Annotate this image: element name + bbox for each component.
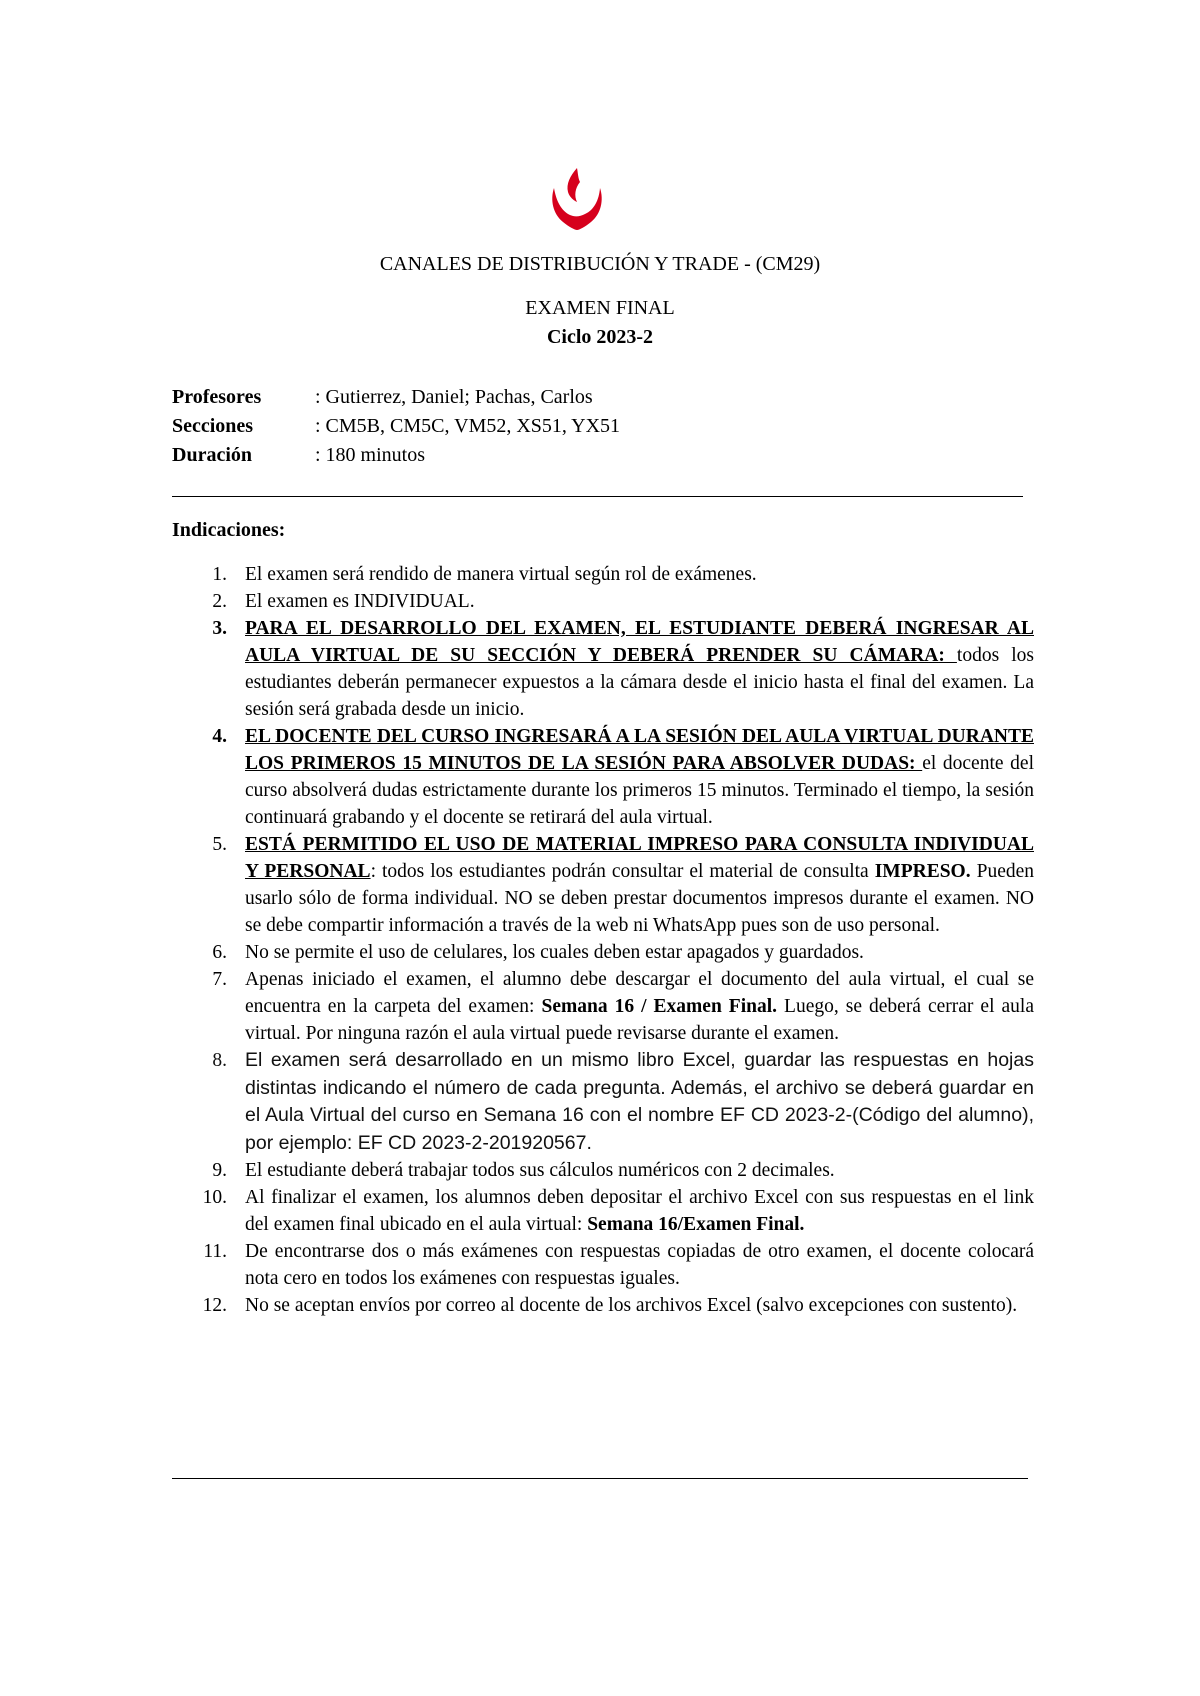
- sections-label: Secciones: [172, 415, 254, 437]
- instructions-heading: Indicaciones:: [172, 519, 286, 541]
- item-text: El estudiante deberá trabajar todos sus cálculos numéricos con 2 decimales.: [245, 1160, 835, 1181]
- professors-row: [172, 383, 620, 412]
- instruction-item: [172, 831, 1034, 939]
- item-text: : todos los estudiantes podrán consultar el material de consulta: [370, 861, 875, 882]
- item-number: 12.: [202, 1295, 227, 1316]
- instruction-item: [172, 939, 1034, 966]
- item-number: 5.: [212, 834, 227, 855]
- professors-label: Profesores: [172, 386, 262, 408]
- item-text: No se aceptan envíos por correo al docente de los archivos Excel (salvo excepciones con sustento).: [245, 1295, 1018, 1316]
- item-text: De encontrarse dos o más exámenes con respuestas copiadas de otro examen, el docente colocará nota cero en todos los exámenes con respuestas iguales.: [245, 1241, 1034, 1289]
- item-text: Pueden usarlo sólo de forma individual. NO se deben prestar documentos impresos durante el examen. NO se debe compartir información a través de la web ni WhatsApp pues son de uso personal.: [245, 861, 1035, 936]
- instruction-item: [172, 1184, 1034, 1238]
- divider: [172, 496, 1023, 497]
- instructions-list: [172, 561, 1034, 1319]
- item-number: 3.: [212, 618, 227, 639]
- instruction-item: [172, 561, 1034, 588]
- item-text: El examen será rendido de manera virtual según rol de exámenes.: [245, 564, 757, 585]
- item-text: Luego, se deberá cerrar el aula virtual. Por ninguna razón el aula virtual puede revisarse durante el examen.: [245, 996, 1034, 1044]
- duration-row: [172, 441, 620, 470]
- item-number: 4.: [212, 726, 227, 747]
- item-text: El examen es INDIVIDUAL.: [245, 591, 475, 612]
- item-text: El examen será desarrollado en un mismo libro Excel, guardar las respuestas en hojas distintas indicando el número de cada pregunta. Además, el archivo se deberá guardar en el Aula Virtual del curso en Semana 16 con el nombre EF CD 2023-2-(Código del alumno), por ejemplo: EF CD 2023-2-201920567.: [245, 1049, 1034, 1154]
- item-emphasis: EL DOCENTE DEL CURSO INGRESARÁ A LA SESIÓN DEL AULA VIRTUAL DURANTE LOS PRIMEROS 15 MINUTOS DE LA SESIÓN PARA ABSOLVER DUDAS:: [245, 726, 1034, 774]
- instruction-item: [172, 615, 1034, 723]
- upc-flame-logo-icon: [544, 166, 610, 232]
- item-number: 6.: [212, 942, 227, 963]
- duration-label: Duración: [172, 444, 252, 466]
- instruction-item: [172, 1292, 1034, 1319]
- exam-info: [172, 383, 620, 470]
- item-number: 1.: [212, 564, 227, 585]
- divider: [172, 1478, 1028, 1479]
- instruction-item: [172, 1047, 1034, 1157]
- exam-title: EXAMEN FINAL: [525, 297, 675, 319]
- instruction-item: [172, 1157, 1034, 1184]
- item-number: 8.: [212, 1050, 227, 1071]
- item-emphasis: PARA EL DESARROLLO DEL EXAMEN, EL ESTUDIANTE DEBERÁ INGRESAR AL AULA VIRTUAL DE SU SECCIÓN Y DEBERÁ PRENDER SU CÁMARA:: [245, 618, 1034, 666]
- course-title: CANALES DE DISTRIBUCIÓN Y TRADE - (CM29): [379, 253, 821, 275]
- item-text: Apenas iniciado el examen, el alumno debe descargar el documento del aula virtual, el cual se encuentra en la carpeta del examen:: [245, 969, 1034, 1017]
- item-text: todos los estudiantes deberán permanecer expuestos a la cámara desde el inicio hasta el final del examen. La sesión será grabada desde un inicio.: [245, 645, 1034, 720]
- instruction-item: [172, 723, 1034, 831]
- sections-value: : CM5B, CM5C, VM52, XS51, YX51: [315, 415, 621, 437]
- instruction-item: [172, 588, 1034, 615]
- item-number: 7.: [212, 969, 227, 990]
- instruction-item: [172, 1238, 1034, 1292]
- item-number: 9.: [212, 1160, 227, 1181]
- item-number: 10.: [202, 1187, 227, 1208]
- sections-row: [172, 412, 620, 441]
- item-text: el docente del curso absolverá dudas estrictamente durante los primeros 15 minutos. Terminado el tiempo, la sesión continuará grabando y el docente se retirará del aula virtual.: [245, 753, 1034, 828]
- item-text: Al finalizar el examen, los alumnos deben depositar el archivo Excel con sus respuestas en el link del examen final ubicado en el aula virtual:: [245, 1187, 1034, 1235]
- instruction-item: [172, 966, 1034, 1047]
- item-number: 2.: [212, 591, 227, 612]
- exam-cycle: Ciclo 2023-2: [546, 326, 654, 348]
- professors-value: : Gutierrez, Daniel; Pachas, Carlos: [315, 386, 593, 408]
- item-bold: Semana 16 / Examen Final.: [541, 996, 778, 1017]
- item-text: No se permite el uso de celulares, los cuales deben estar apagados y guardados.: [245, 942, 864, 963]
- item-bold: IMPRESO.: [874, 861, 971, 882]
- item-emphasis: ESTÁ PERMITIDO EL USO DE MATERIAL IMPRESO PARA CONSULTA INDIVIDUAL Y PERSONAL: [245, 834, 1034, 882]
- item-number: 11.: [203, 1241, 227, 1262]
- item-bold: Semana 16/Examen Final.: [587, 1214, 805, 1235]
- duration-value: : 180 minutos: [315, 444, 426, 466]
